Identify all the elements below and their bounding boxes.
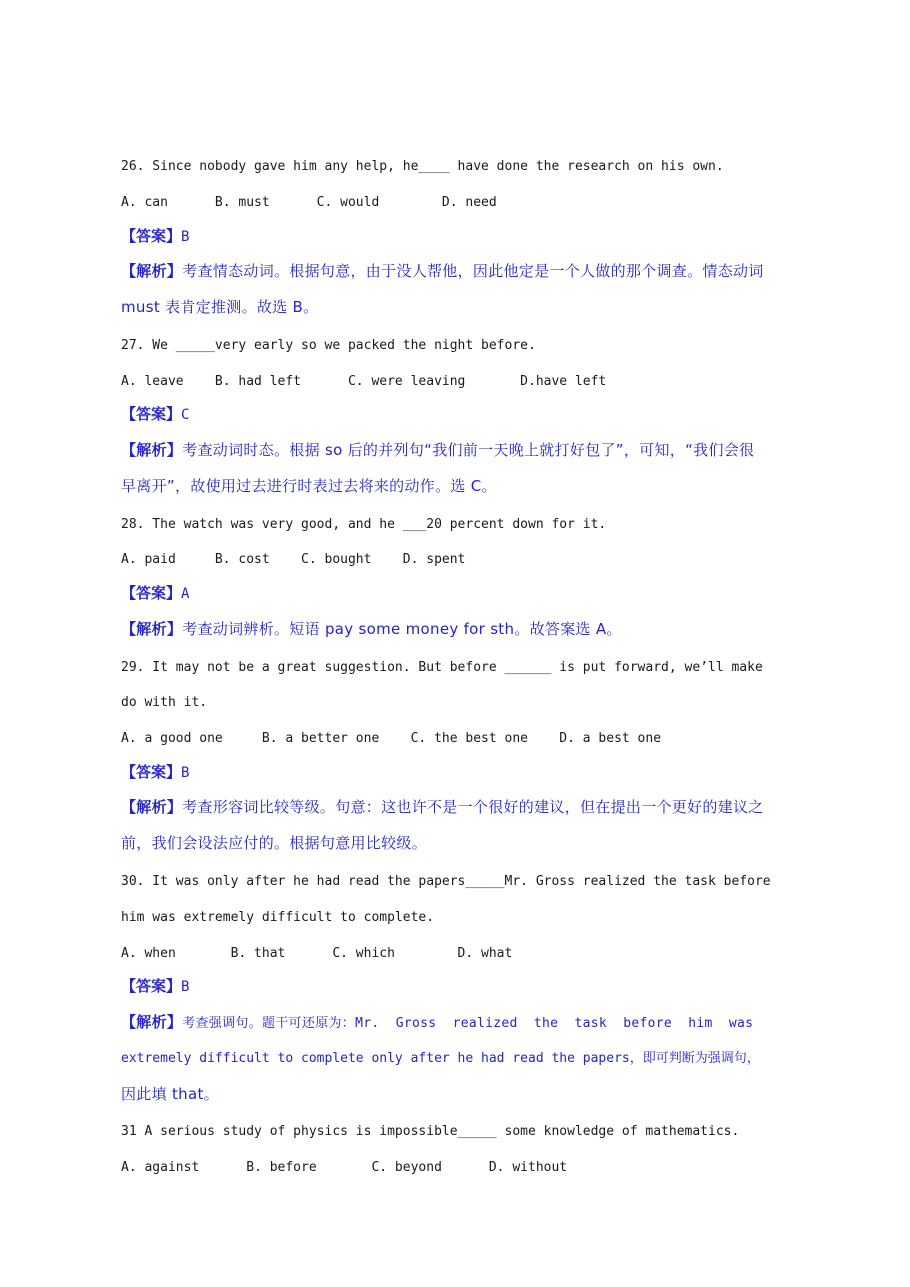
question-30-answer — [121, 976, 801, 998]
question-29-options: A. a good one B. a better one C. the best one D. a best one — [121, 731, 662, 746]
analysis-label: 【解析】 — [121, 620, 183, 638]
question-26-stem: 26. Since nobody gave him any help, he____ have done the research on his own. — [121, 159, 724, 174]
question-29-analysis — [121, 797, 801, 817]
question-30-stem-cont: him was extremely difficult to complete. — [121, 910, 435, 925]
question-26-analysis-cont: must 表肯定推测。故选 B。 — [121, 298, 319, 316]
question-27-options: A. leave B. had left C. were leaving D.have left — [121, 374, 607, 389]
question-30-options: A. when B. that C. which D. what — [121, 946, 513, 961]
answer-label: 【答案】 — [121, 405, 182, 423]
analysis-label: 【解析】 — [121, 441, 183, 459]
question-29-analysis-cont: 前，我们会设法应付的。根据句意用比较级。 — [121, 834, 428, 852]
answer-label: 【答案】 — [121, 977, 182, 995]
question-28-answer — [121, 583, 801, 605]
answer-value: B — [181, 765, 190, 781]
question-31-options: A. against B. before C. beyond D. without — [121, 1160, 568, 1175]
answer-label: 【答案】 — [121, 763, 182, 781]
analysis-text: 考查动词辨析。短语 pay some money for sth。故答案选 A。 — [182, 620, 622, 638]
question-28-analysis — [121, 619, 801, 639]
question-27-answer — [121, 404, 801, 426]
analysis-label: 【解析】 — [121, 262, 183, 280]
analysis-label: 【解析】 — [121, 798, 183, 816]
question-31-stem: 31 A serious study of physics is impossible_____ some knowledge of mathematics. — [121, 1124, 740, 1139]
analysis-text: 考查情态动词。根据句意，由于没人帮他，因此他定是一个人做的那个调查。情态动词 — [182, 262, 764, 280]
question-29-stem-cont: do with it. — [121, 695, 208, 710]
answer-value: B — [181, 229, 190, 245]
question-28-stem: 28. The watch was very good, and he ___20 percent down for it. — [121, 517, 607, 532]
question-30-analysis-cont-2: 因此填 that。 — [121, 1085, 219, 1103]
question-27-analysis — [121, 440, 801, 460]
question-29-stem: 29. It may not be a great suggestion. But before ______ is put forward, we’ll make — [121, 660, 763, 675]
analysis-text: 考查强调句。题干可还原为：Mr. Gross realized the task before him was — [182, 1016, 754, 1031]
question-26-analysis — [121, 261, 801, 281]
question-30-stem: 30. It was only after he had read the papers_____Mr. Gross realized the task before — [121, 874, 771, 889]
analysis-text: 考查动词时态。根据 so 后的并列句“我们前一天晚上就打好包了”，可知，“我们会很 — [182, 441, 755, 459]
question-30-analysis-cont: extremely difficult to complete only after he had read the papers，即可判断为强调句， — [121, 1051, 760, 1066]
question-27-stem: 27. We _____very early so we packed the night before. — [121, 338, 536, 353]
question-28-options: A. paid B. cost C. bought D. spent — [121, 552, 466, 567]
analysis-label: 【解析】 — [121, 1013, 183, 1031]
question-29-answer — [121, 762, 801, 784]
answer-value: C — [181, 407, 190, 423]
answer-value: B — [181, 979, 190, 995]
answer-value: A — [181, 586, 190, 602]
answer-label: 【答案】 — [121, 227, 182, 245]
answer-label: 【答案】 — [121, 584, 182, 602]
question-30-analysis — [121, 1012, 801, 1034]
analysis-text: 考查形容词比较等级。句意：这也许不是一个很好的建议，但在提出一个更好的建议之 — [182, 798, 764, 816]
question-27-analysis-cont: 早离开”，故使用过去进行时表过去将来的动作。选 C。 — [121, 477, 497, 495]
question-26-options: A. can B. must C. would D. need — [121, 195, 497, 210]
question-26-answer — [121, 226, 801, 248]
